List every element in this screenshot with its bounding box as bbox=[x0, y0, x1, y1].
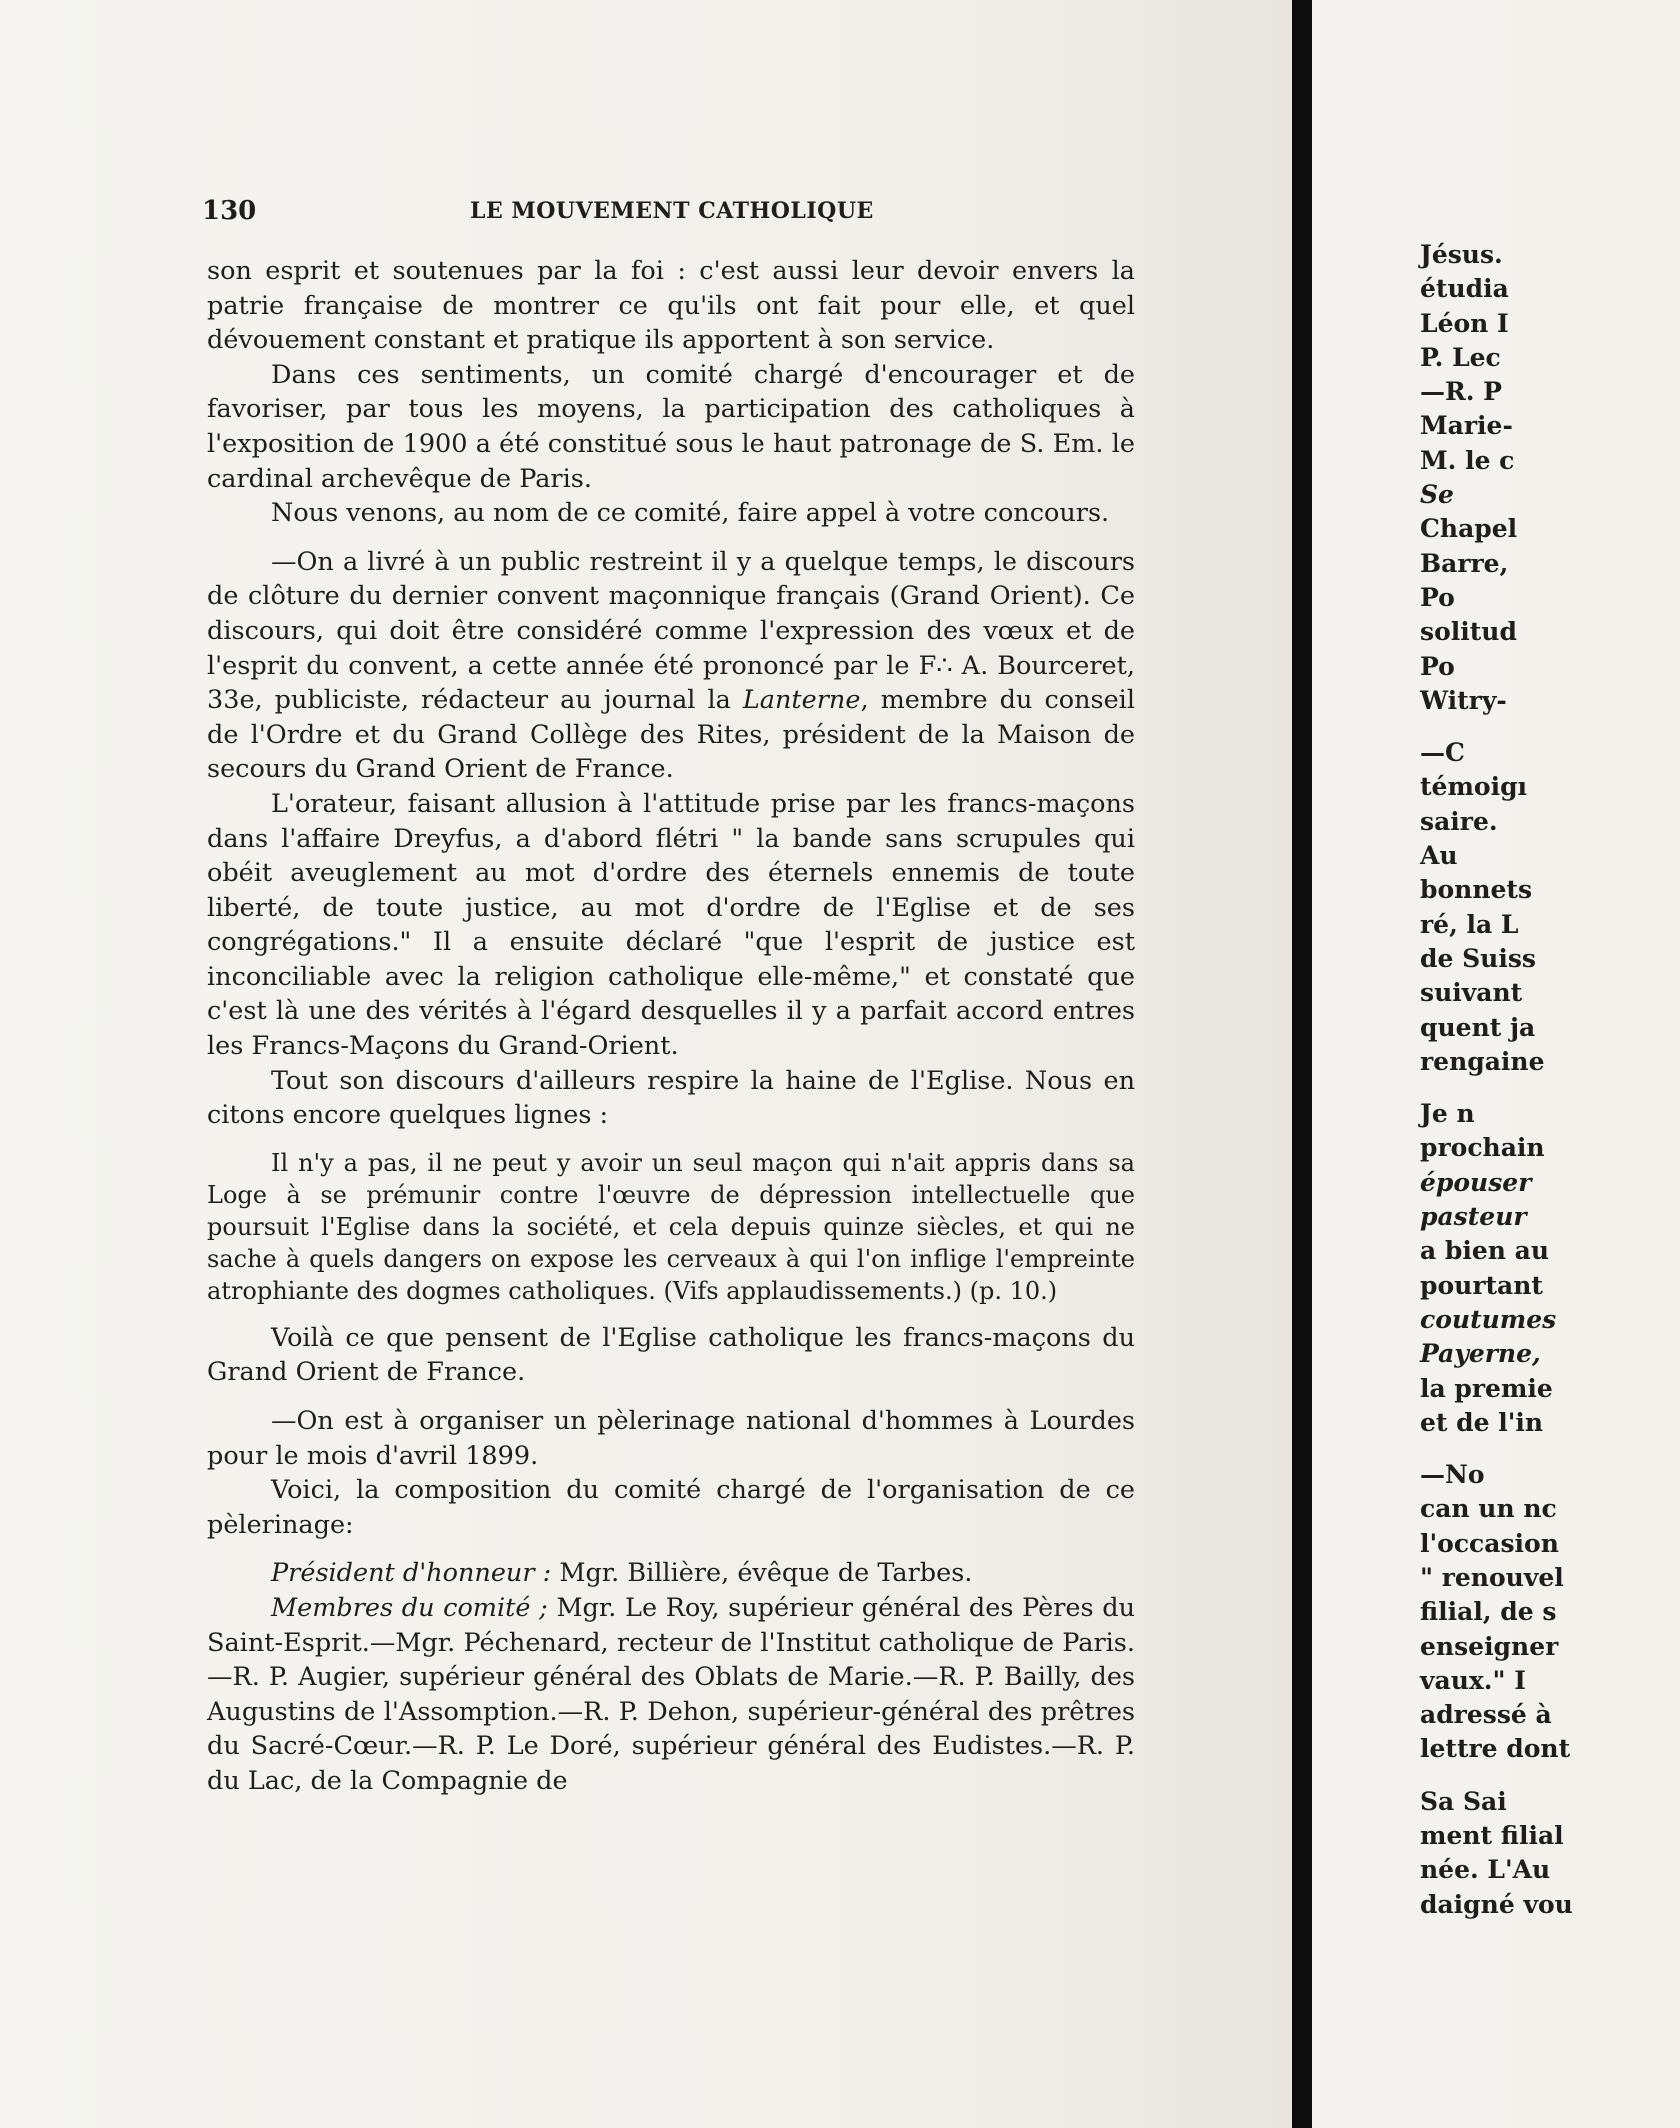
right-line: M. le c bbox=[1420, 445, 1515, 475]
page-number: 130 bbox=[202, 196, 257, 226]
paragraph-10 bbox=[207, 1556, 1135, 1591]
right-line: daigné vou bbox=[1420, 1889, 1573, 1919]
paragraph-9: Voici, la composition du comité chargé de l'organisation de ce pèlerinage: bbox=[207, 1475, 1135, 1540]
paragraph-2: Dans ces sentiments, un comité chargé d'encourager et de favoriser, par tous les moyens, la participation des catholiques à l'exposition de 1900 a été constitué sous le haut patronage de S. Em. le cardinal archevêque de Paris. bbox=[207, 359, 1135, 494]
right-line: a bien au bbox=[1420, 1236, 1550, 1266]
paragraph-4-start: —On a livré à un public restreint il y a quelque temps, le discours de clôture du dernier convent maçonnique français (Grand Orient). Ce discours, qui doit être considéré comme l'expression des vœux et de l'esprit du convent, a cette année été prononcé par le F∴ A. Bourceret, 33e, publiciste, rédacteur au journal la bbox=[207, 546, 1135, 716]
right-line: Léon I bbox=[1420, 308, 1509, 338]
right-page-text bbox=[1420, 238, 1680, 1922]
right-line: —R. P bbox=[1420, 377, 1502, 407]
paragraph-8: —On est à organiser un pèlerinage national d'hommes à Lourdes pour le mois d'avril 1899. bbox=[207, 1406, 1135, 1471]
right-line: étudia bbox=[1420, 274, 1509, 304]
right-line: " renouvel bbox=[1420, 1562, 1564, 1592]
right-spacer bbox=[1420, 1767, 1680, 1785]
right-line: Se bbox=[1420, 480, 1454, 510]
right-line: rengaine bbox=[1420, 1046, 1545, 1076]
right-line: pasteur bbox=[1420, 1202, 1527, 1232]
right-line: ment filial bbox=[1420, 1821, 1564, 1851]
honorary-president-label: Président d'honneur : bbox=[271, 1558, 552, 1589]
right-line: prochain bbox=[1420, 1133, 1545, 1163]
right-line: bonnets bbox=[1420, 875, 1533, 905]
right-line: lettre dont bbox=[1420, 1734, 1571, 1764]
right-line: adressé à bbox=[1420, 1700, 1552, 1730]
right-line: et de l'in bbox=[1420, 1407, 1544, 1437]
paragraph-1: son esprit et soutenues par la foi : c'est aussi leur devoir envers la patrie française de montrer ce qu'ils ont fait pour elle, et quel dévouement constant et pratique ils apportent à son service. bbox=[207, 256, 1135, 356]
right-line: Marie- bbox=[1420, 411, 1513, 441]
journal-name: Lanterne bbox=[742, 685, 861, 716]
right-line: —C bbox=[1420, 738, 1465, 768]
book-gutter bbox=[1292, 0, 1312, 2128]
right-line: de Suiss bbox=[1420, 943, 1536, 973]
right-line: suivant bbox=[1420, 978, 1523, 1008]
right-line: Je n bbox=[1420, 1099, 1475, 1129]
paragraph-5: L'orateur, faisant allusion à l'attitude prise par les francs-maçons dans l'affaire Dreyfus, a d'abord flétri " la bande sans scrupules qui obéit aveuglement au mot d'ordre des éternels ennemis de toute liberté, de toute justice, au mot d'ordre de l'Eglise et de ses congrégations." Il a ensuite déclaré "que l'esprit de justice est inconciliable avec la religion catholique elle-même," et constaté que c'est là une des vérités à l'égard desquelles il y a parfait accord entres les Francs-Maçons du Grand-Orient. bbox=[207, 788, 1135, 1062]
right-line: Witry- bbox=[1420, 685, 1507, 715]
right-line: pourtant bbox=[1420, 1270, 1543, 1300]
honorary-president-text: Mgr. Billière, évêque de Tarbes. bbox=[551, 1558, 973, 1589]
right-line: Chapel bbox=[1420, 514, 1518, 544]
right-line: quent ja bbox=[1420, 1012, 1536, 1042]
right-line: vaux." I bbox=[1420, 1665, 1526, 1695]
right-line: Jésus. bbox=[1420, 240, 1503, 269]
right-page bbox=[1312, 0, 1573, 2128]
right-line: —No bbox=[1420, 1460, 1485, 1490]
committee-members-label: Membres du comité ; bbox=[271, 1593, 548, 1623]
paragraph-11 bbox=[207, 1591, 1135, 1799]
right-line: ré, la L bbox=[1420, 909, 1519, 939]
right-line: née. L'Au bbox=[1420, 1855, 1551, 1885]
running-title: LE MOUVEMENT CATHOLIQUE bbox=[470, 198, 874, 224]
right-line: la premie bbox=[1420, 1373, 1553, 1403]
right-line: saire. bbox=[1420, 806, 1498, 836]
right-line: Po bbox=[1420, 651, 1455, 681]
right-line: épouser bbox=[1420, 1167, 1532, 1197]
right-spacer bbox=[1420, 718, 1680, 736]
right-line: filial, de s bbox=[1420, 1597, 1557, 1627]
right-line: P. Lec bbox=[1420, 342, 1501, 372]
right-line: can un nc bbox=[1420, 1494, 1557, 1524]
right-spacer bbox=[1420, 1440, 1680, 1458]
page-header bbox=[202, 196, 1130, 228]
right-spacer bbox=[1420, 1079, 1680, 1097]
main-text-column bbox=[207, 254, 1135, 1799]
right-line: enseigner bbox=[1420, 1631, 1559, 1661]
paragraph-3: Nous venons, au nom de ce comité, faire appel à votre concours. bbox=[271, 498, 1110, 529]
paragraph-4 bbox=[207, 545, 1135, 787]
right-line: Po bbox=[1420, 582, 1455, 612]
paragraph-4-end: , membre du conseil de l'Ordre et du Grand Collège des Rites, président de la Maison de secours du Grand Orient de France. bbox=[207, 685, 1135, 785]
right-line: Au bbox=[1420, 841, 1458, 871]
right-line: Sa Sai bbox=[1420, 1786, 1507, 1816]
right-line: Payerne, bbox=[1420, 1339, 1541, 1369]
committee-members-text: Mgr. Le Roy, supérieur général des Pères du Saint-Esprit.—Mgr. Péchenard, recteur de l'Institut catholique de Paris.—R. P. Augier, supérieur général des Oblats de Marie.—R. P. Bailly, des Augustins de l'Assomption.—R. P. Dehon, supérieur-général des prêtres du Sacré-Cœur.—R. P. Le Doré, supérieur général des Eudistes.—R. P. du Lac, de la Compagnie de bbox=[207, 1593, 1135, 1796]
right-line: solitud bbox=[1420, 617, 1517, 647]
right-line: l'occasion bbox=[1420, 1528, 1559, 1558]
right-line: Barre, bbox=[1420, 548, 1509, 578]
paragraph-6: Tout son discours d'ailleurs respire la haine de l'Eglise. Nous en citons encore quelques lignes : bbox=[207, 1065, 1135, 1131]
block-quote: Il n'y a pas, il ne peut y avoir un seul maçon qui n'ait appris dans sa Loge à se prémunir contre l'œuvre de dépression intellectuelle que poursuit l'Eglise dans la société, et cela depuis quinze siècles, et qui ne sache à quels dangers on expose les cerveaux à qui l'on inflige l'empreinte atrophiante des dogmes catholiques. (Vifs applaudissements.) (p. 10.) bbox=[207, 1148, 1135, 1305]
paragraph-7: Voilà ce que pensent de l'Eglise catholique les francs-maçons du Grand Orient de France. bbox=[207, 1322, 1135, 1388]
right-line: coutumes bbox=[1420, 1304, 1557, 1334]
right-line: témoigı bbox=[1420, 772, 1528, 802]
